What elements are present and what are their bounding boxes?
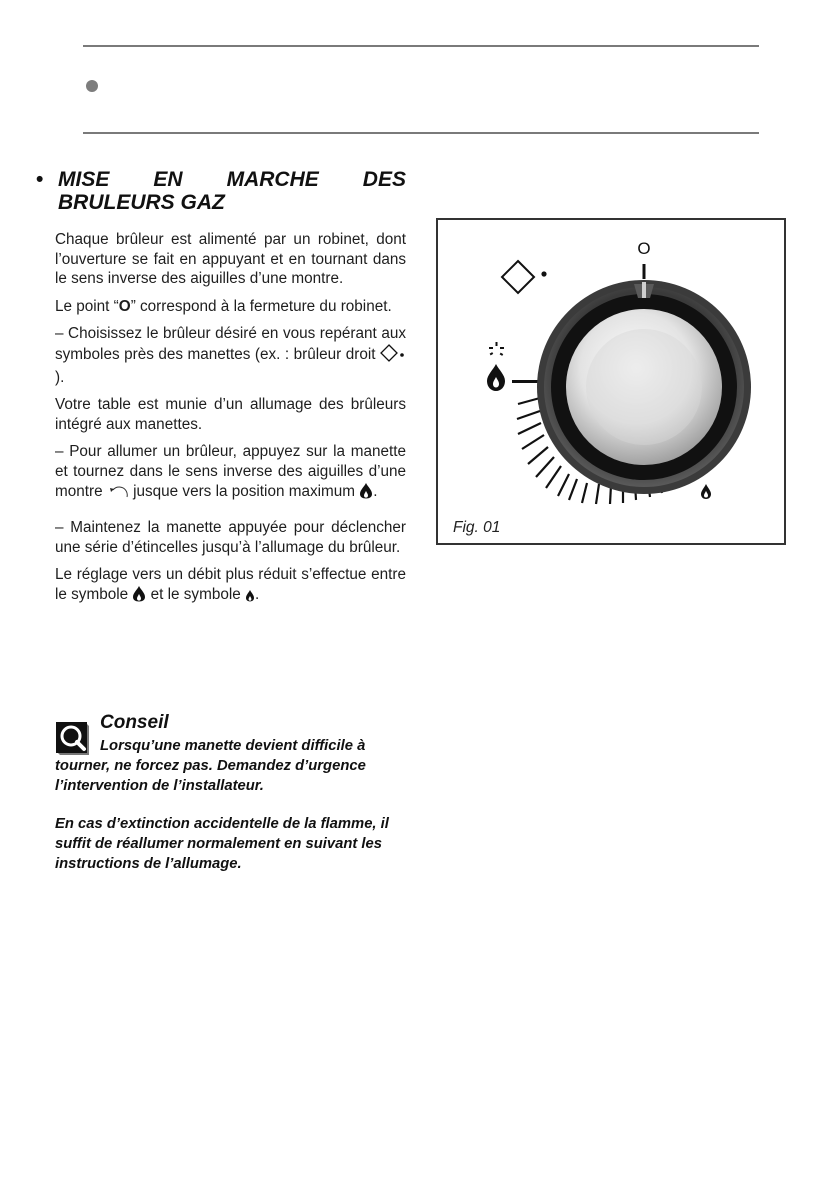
title-line-1	[58, 168, 406, 191]
figure-knob	[436, 218, 786, 545]
counterclockwise-arrow-icon	[107, 485, 129, 505]
text-part: Le réglage vers un débit plus réduit s’effectue entre le symbole	[55, 566, 406, 603]
control-knob	[537, 280, 751, 494]
advice-heading: Conseil	[100, 712, 169, 733]
text-part: et le symbole	[146, 585, 245, 603]
header-bullet	[86, 80, 98, 92]
text-part: ).	[55, 368, 65, 386]
spark-icon	[489, 342, 504, 356]
text-part: .	[373, 482, 378, 500]
off-symbol: O	[118, 297, 131, 315]
off-indicator	[643, 264, 646, 279]
title-word: DES	[362, 168, 406, 191]
large-flame-icon	[359, 482, 373, 505]
text-part: – Choisissez le brûleur désiré en vous repérant aux symboles près des manettes (ex. : brûleur droit	[55, 325, 406, 363]
text-part: Le point “	[55, 297, 119, 315]
paragraph-pour-allumer	[55, 442, 406, 504]
figure-caption: Fig. 01	[453, 519, 501, 536]
paragraph-allumage-integre: Votre table est munie d’un allumage des brûleurs intégré aux manettes.	[55, 396, 406, 433]
advice-text	[55, 737, 405, 796]
text-part: .	[255, 585, 260, 603]
title-word: MARCHE	[226, 168, 319, 191]
max-position-mark	[512, 380, 540, 383]
paragraph-reglage	[55, 565, 406, 607]
small-flame-icon	[245, 588, 255, 608]
paragraph-point-o	[55, 297, 406, 317]
text-part: ” correspond à la fermeture du robinet.	[130, 297, 392, 315]
advice-line: tourner, ne forcez pas. Demandez d’urgence l’intervention de l’installateur.	[55, 757, 366, 794]
burner-symbol-icon	[502, 261, 547, 293]
paragraph-maintenez: – Maintenez la manette appuyée pour déclencher une série d’étincelles jusqu’à l’allumage du brûleur.	[55, 519, 406, 556]
advice-line: Lorsqu’une manette devient difficile à	[100, 738, 366, 754]
title-bullet: •	[36, 168, 44, 191]
knob-diagram	[438, 220, 784, 543]
knob-indicator	[642, 282, 646, 298]
large-flame-icon	[487, 364, 505, 391]
title-line-2: BRULEURS GAZ	[58, 191, 225, 214]
top-rule	[83, 45, 759, 47]
header-bottom-rule	[83, 132, 759, 134]
paragraph-robinet: Chaque brûleur est alimenté par un robinet, dont l’ouverture se fait en appuyant et en tournant dans le sens inverse des aiguilles d’une montre.	[55, 231, 406, 288]
title-word: MISE	[58, 168, 110, 191]
advice-text-2: En cas d’extinction accidentelle de la flamme, il suffit de réallumer normalement en suivant les instructions de l’allumage.	[55, 816, 389, 872]
burner-right-icon	[380, 344, 406, 368]
text-part: – Pour allumer un brûleur, appuyez sur la manette et tournez dans le sens inverse des aiguilles d’une montre	[55, 443, 406, 500]
small-flame-icon	[701, 484, 711, 499]
paragraph-choisissez	[55, 324, 406, 387]
off-mark: O	[637, 239, 651, 258]
text-part: jusque vers la position maximum	[128, 482, 360, 500]
large-flame-icon	[132, 585, 146, 608]
instructions-column	[55, 230, 406, 616]
title-word: EN	[153, 168, 183, 191]
